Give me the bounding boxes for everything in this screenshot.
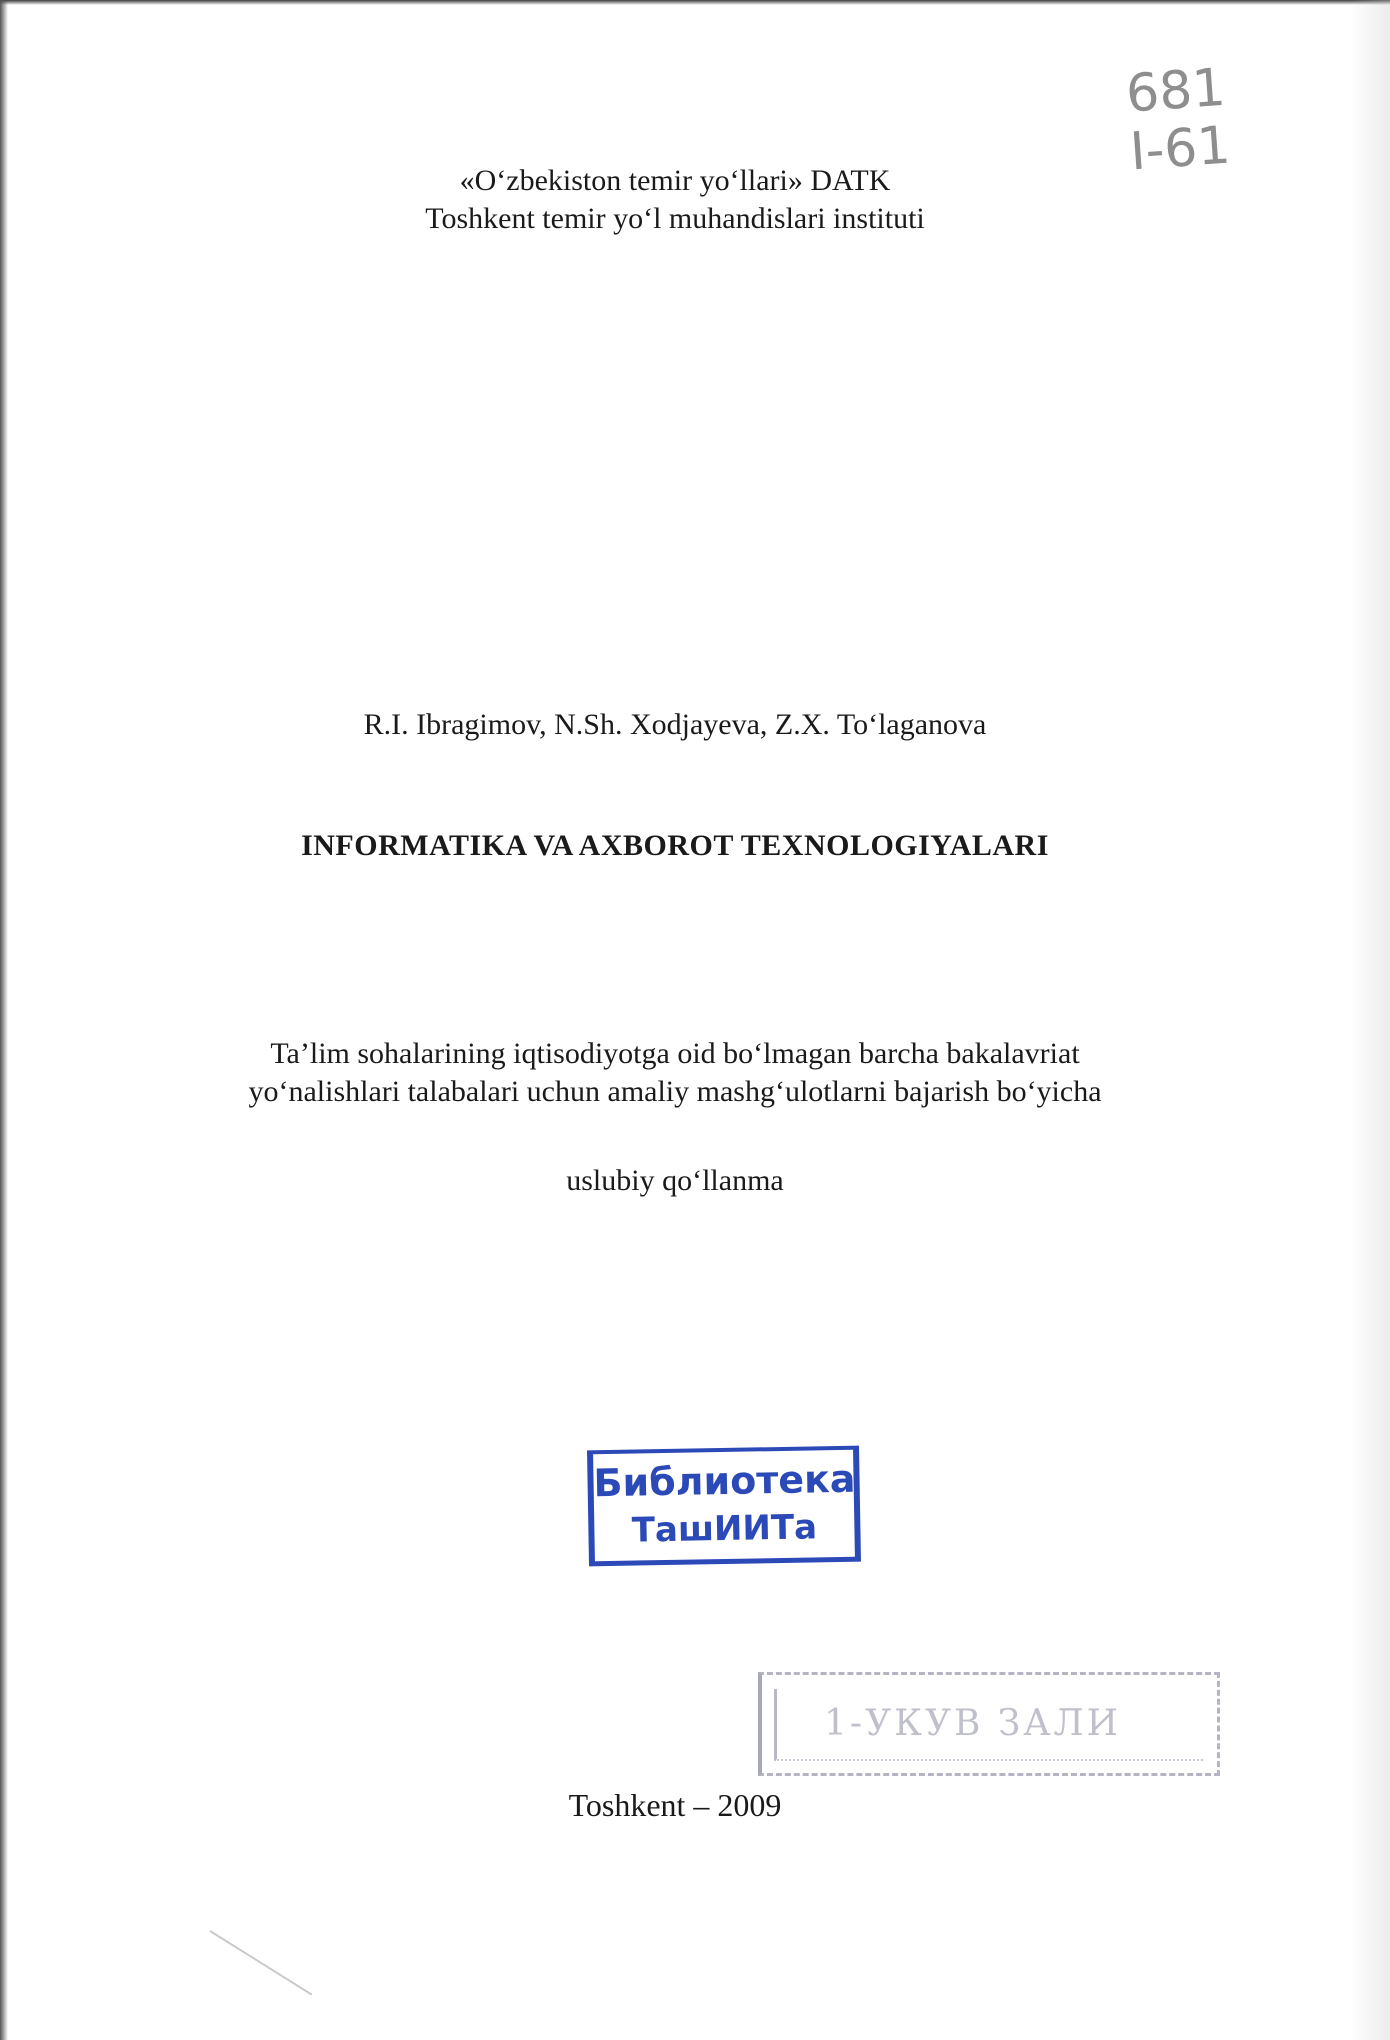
reading-hall-stamp [758,1672,1220,1776]
publisher-header [0,162,1350,238]
call-number-line2: I-61 [1128,115,1233,183]
document-type: uslubiy qo‘llanma [566,1164,784,1197]
book-description [0,1035,1350,1111]
reading-hall-stamp-label: 1-УКУВ ЗАЛИ [824,1703,1121,1744]
institute-name: Toshkent temir yo‘l muhandislari instituti [425,202,925,235]
description-line-2: yo‘nalishlari talabalari uchun amaliy mashg‘ulotlarni bajarish bo‘yicha [248,1075,1102,1108]
library-stamp-line2: ТашИИТа [631,1507,818,1551]
call-number-line1: 681 [1124,57,1228,125]
book-title: INFORMATIKA VA AXBOROT TEXNOLOGIYALARI [301,829,1049,862]
place-and-year: Toshkent – 2009 [568,1787,782,1823]
library-stamp-line1: Библиотека [593,1456,856,1506]
scan-shade [1350,0,1390,2040]
page-edge-top [0,0,1390,5]
description-line-1: Ta’lim sohalarining iqtisodiyotga oid bo‘lmagan barcha bakalavriat [270,1037,1080,1070]
authors: R.I. Ibragimov, N.Sh. Xodjayeva, Z.X. To‘laganova [363,708,987,741]
scan-artifact [209,1930,312,1995]
page-edge-left [0,0,8,2040]
library-stamp [587,1446,861,1567]
organization-name: «O‘zbekiston temir yo‘llari» DATK [459,164,891,197]
